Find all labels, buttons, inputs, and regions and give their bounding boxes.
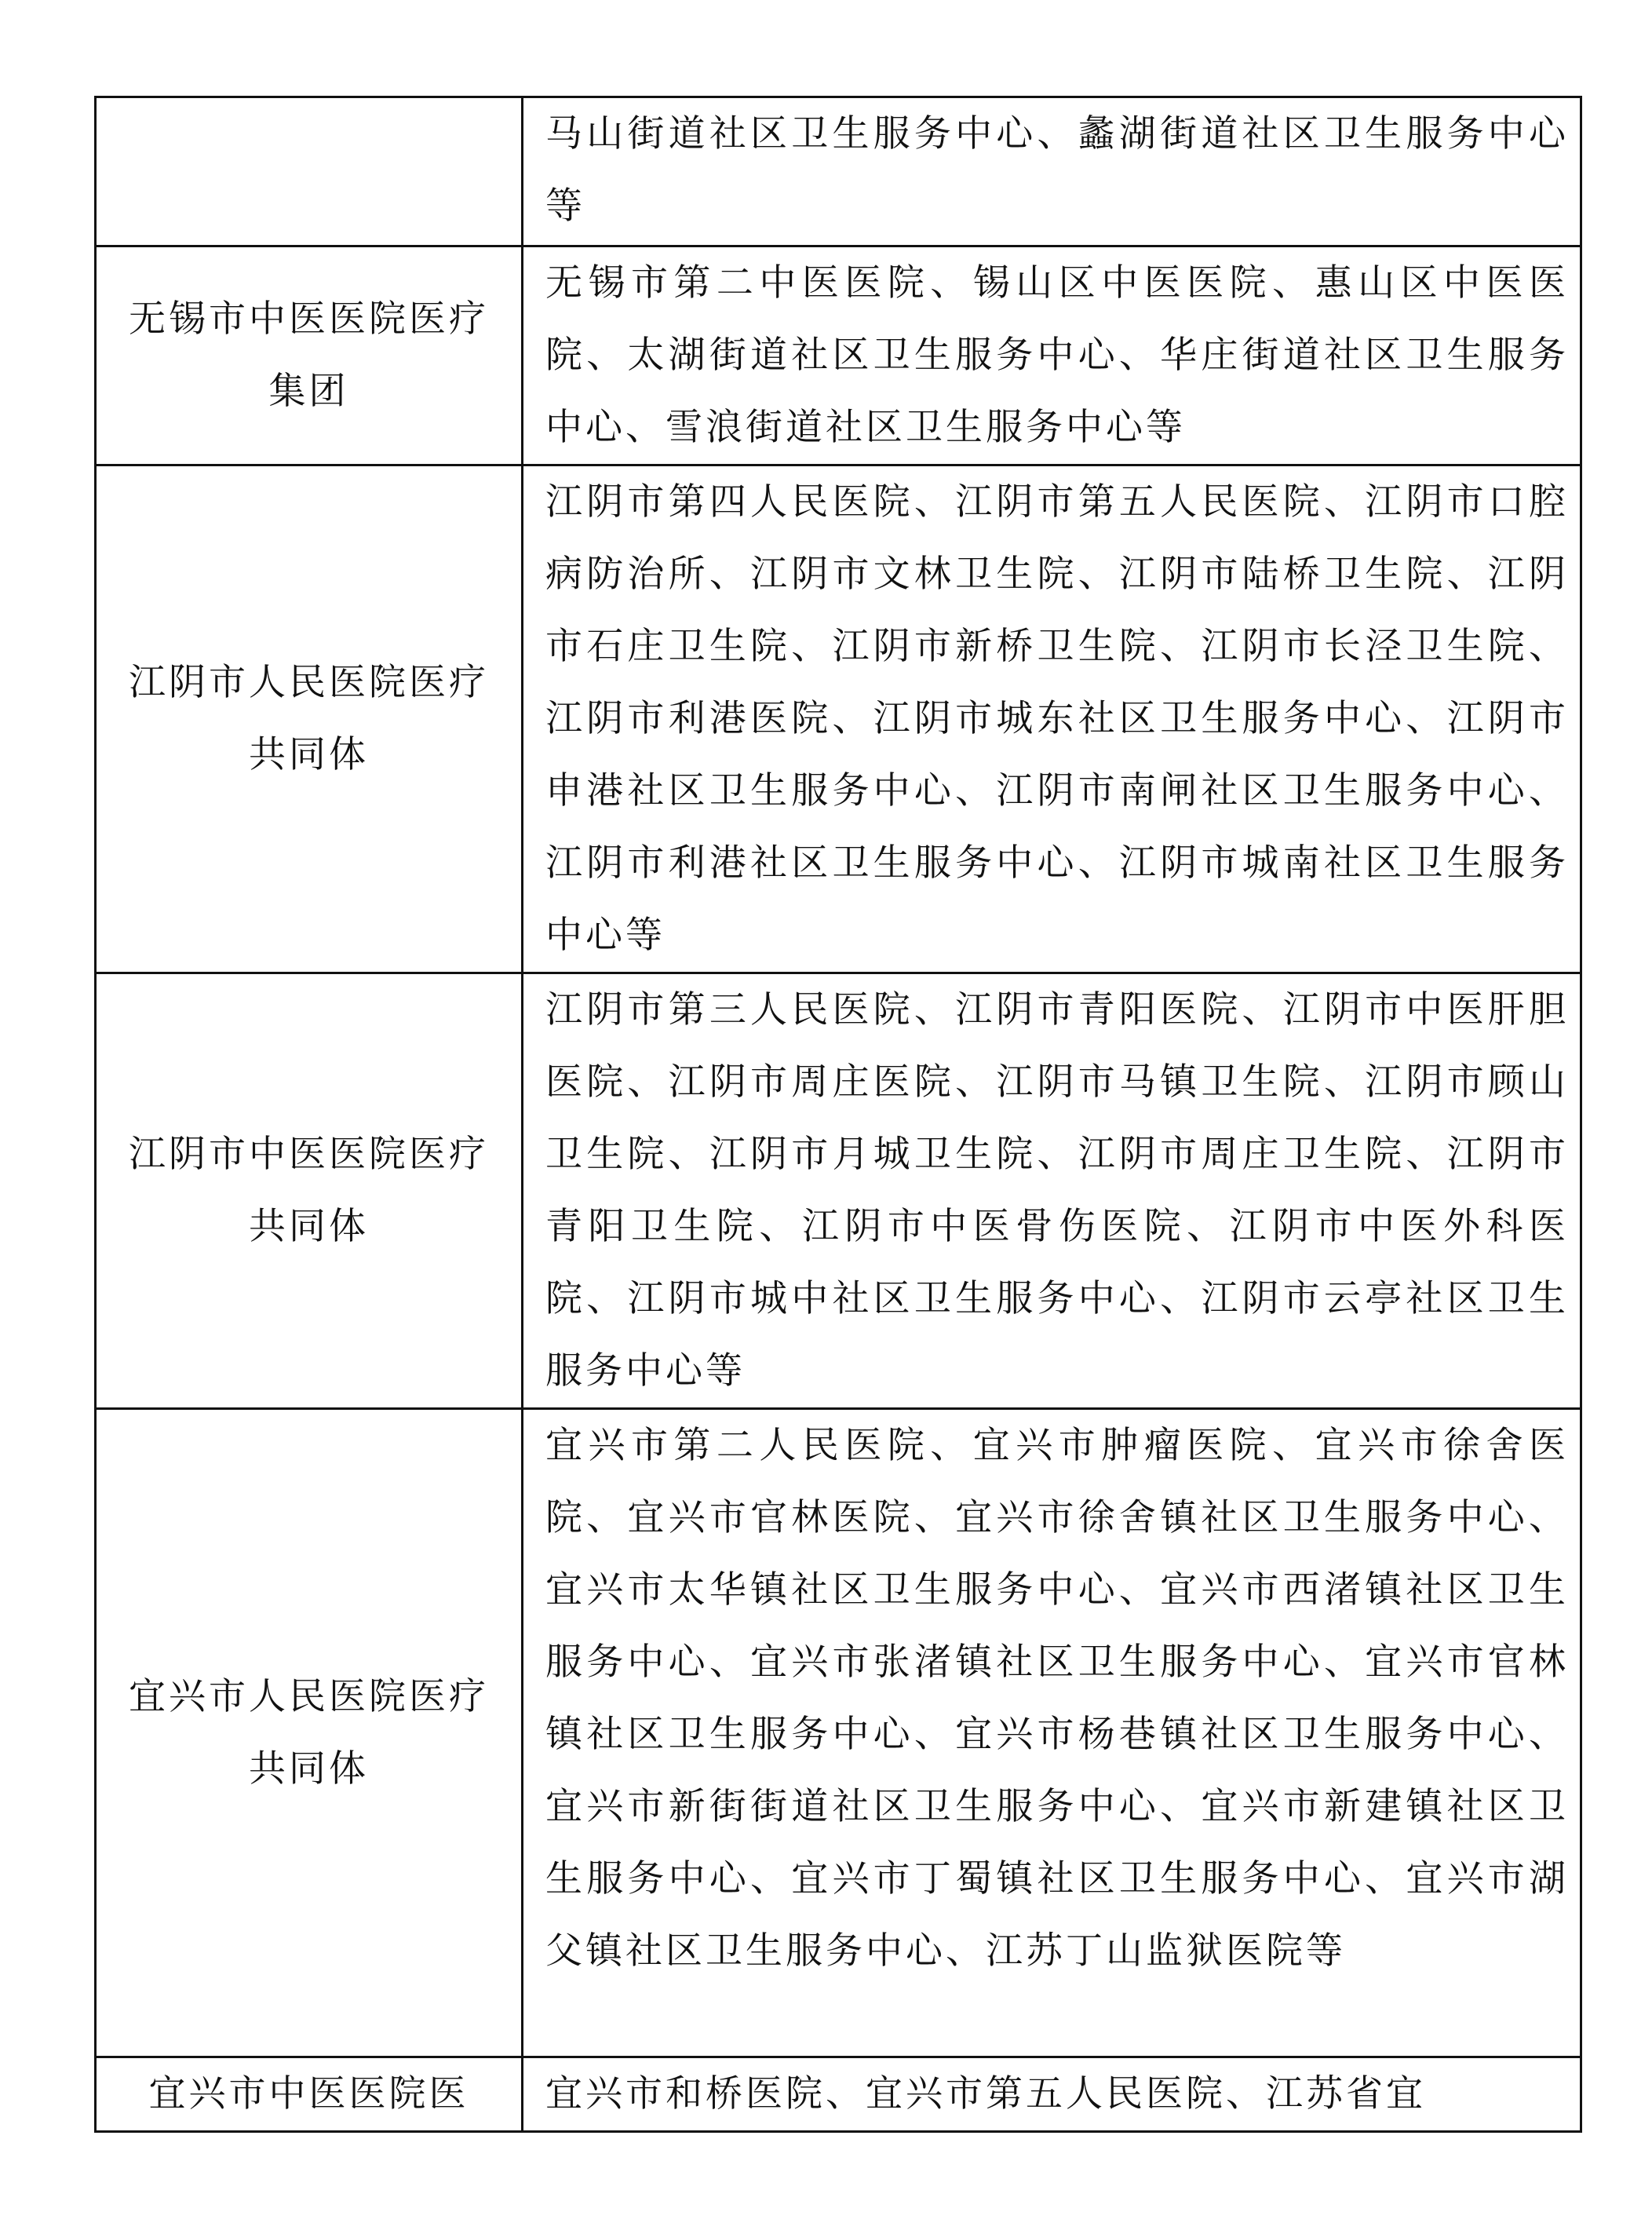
member-list: 马山街道社区卫生服务中心、蠡湖街道社区卫生服务中心等 [545, 112, 1569, 228]
member-list-cell [523, 1409, 1581, 2057]
group-name: 宜兴市中医医院医 [148, 2072, 469, 2115]
member-list: 无锡市第二中医医院、锡山区中医医院、惠山区中医医院、太湖街道社区卫生服务中心、华庄街道社区卫生服务中心、雪浪街道社区卫生服务中心等 [545, 261, 1569, 449]
table-row [96, 973, 1581, 1409]
member-list: 宜兴市和桥医院、宜兴市第五人民医院、江苏省宜 [545, 2072, 1426, 2115]
medical-group-table [94, 96, 1582, 2133]
member-list: 宜兴市第二人民医院、宜兴市肿瘤医院、宜兴市徐舍医院、宜兴市官林医院、宜兴市徐舍镇社区卫生服务中心、宜兴市太华镇社区卫生服务中心、宜兴市西渚镇社区卫生服务中心、宜兴市张渚镇社区卫生服务中心、宜兴市官林镇社区卫生服务中心、宜兴市杨巷镇社区卫生服务中心、宜兴市新街街道社区卫生服务中心、宜兴市新建镇社区卫生服务中心、宜兴市丁蜀镇社区卫生服务中心、宜兴市湖父镇社区卫生服务中心、江苏丁山监狱医院等 [545, 1424, 1569, 1973]
group-name-cell [96, 97, 523, 246]
table-row [96, 465, 1581, 973]
group-name-cell [96, 973, 523, 1409]
group-name: 江阴市中医医院医疗共同体 [129, 1133, 489, 1248]
group-name: 宜兴市人民医院医疗共同体 [129, 1674, 489, 1790]
member-list-cell [523, 2057, 1581, 2132]
member-list: 江阴市第四人民医院、江阴市第五人民医院、江阴市口腔病防治所、江阴市文林卫生院、江阴市陆桥卫生院、江阴市石庄卫生院、江阴市新桥卫生院、江阴市长泾卫生院、江阴市利港医院、江阴市城东社区卫生服务中心、江阴市申港社区卫生服务中心、江阴市南闸社区卫生服务中心、江阴市利港社区卫生服务中心、江阴市城南社区卫生服务中心等 [545, 480, 1569, 957]
member-list-cell [523, 973, 1581, 1409]
group-name-cell [96, 1409, 523, 2057]
group-name-cell [96, 465, 523, 973]
group-name: 无锡市中医医院医疗集团 [129, 297, 489, 413]
table-row [96, 2057, 1581, 2132]
group-name-cell [96, 246, 523, 465]
group-name-cell [96, 2057, 523, 2132]
member-list-cell [523, 97, 1581, 246]
table-row [96, 246, 1581, 465]
group-name: 江阴市人民医院医疗共同体 [129, 661, 489, 776]
member-list-cell [523, 246, 1581, 465]
table-row [96, 1409, 1581, 2057]
member-list: 江阴市第三人民医院、江阴市青阳医院、江阴市中医肝胆医院、江阴市周庄医院、江阴市马镇卫生院、江阴市顾山卫生院、江阴市月城卫生院、江阴市周庄卫生院、江阴市青阳卫生院、江阴市中医骨伤医院、江阴市中医外科医院、江阴市城中社区卫生服务中心、江阴市云亭社区卫生服务中心等 [545, 988, 1569, 1393]
member-list-cell [523, 465, 1581, 973]
table-row [96, 97, 1581, 246]
